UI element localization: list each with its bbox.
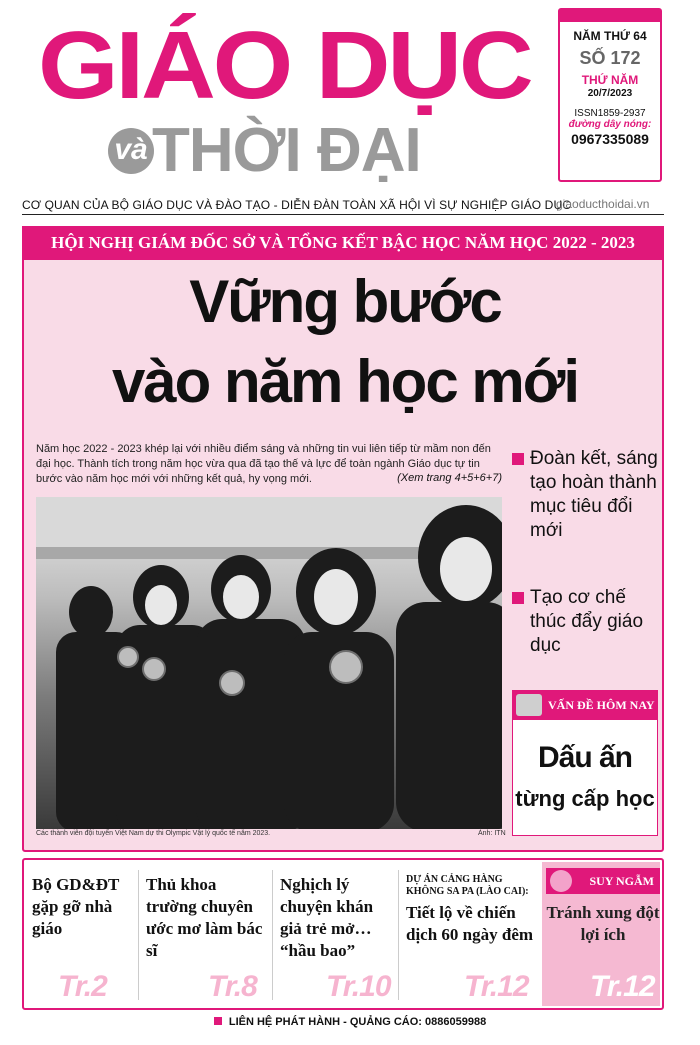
- page-reference[interactable]: (Xem trang 4+5+6+7): [397, 472, 502, 484]
- opinion-header: [546, 868, 660, 894]
- bullet-square-icon: [512, 453, 524, 465]
- opinion-page: Tr.12: [590, 970, 655, 1003]
- hotline-label: đường dây nóng:: [568, 119, 652, 131]
- feature-box-icon: [516, 694, 542, 716]
- bullet-item[interactable]: [512, 447, 658, 543]
- opinion-title: Tránh xung đột lợi ích: [546, 903, 660, 944]
- issue-date: 20/7/2023: [587, 88, 633, 100]
- masthead-subtitle: THỜI ĐẠI: [152, 116, 421, 185]
- teaser-title: Bộ GD&ĐT gặp gỡ nhà giáo: [32, 875, 120, 938]
- feature-box-subtitle: từng cấp học: [515, 786, 655, 811]
- teaser-page: Tr.2: [58, 970, 107, 1003]
- students-medals-photo: [36, 497, 502, 829]
- teaser-kicker: DỰ ÁN CẢNG HÀNG KHÔNG SA PA (LÀO CAI):: [406, 874, 529, 897]
- feature-box-title: Dấu ấn: [537, 741, 633, 774]
- teaser-item[interactable]: [32, 862, 132, 1006]
- column-divider: [138, 870, 139, 1000]
- footer-text: LIÊN HỆ PHÁT HÀNH - QUẢNG CÁO:: [228, 1016, 422, 1028]
- headline-line-1: Vững bước: [189, 268, 501, 335]
- lead-kicker: HỘI NGHỊ GIÁM ĐỐC SỞ VÀ TỔNG KẾT BẬC HỌC NĂM HỌC 2022 - 2023: [22, 226, 664, 260]
- lead-photo: [36, 497, 502, 829]
- footer-square-icon: [214, 1017, 222, 1025]
- thinking-person-icon: [550, 870, 572, 892]
- teaser-item[interactable]: [146, 862, 268, 1006]
- headline-line-2: vào năm học mới: [111, 348, 579, 415]
- issn: ISSN1859-2937: [574, 107, 646, 119]
- website-link[interactable]: giaoducthoidai.vn: [556, 197, 650, 211]
- teaser-item[interactable]: [280, 862, 390, 1006]
- column-divider: [398, 870, 399, 1000]
- photo-caption: Các thành viên đội tuyển Việt Nam dự thi Olympic Vật lý quốc tế năm 2023.: [36, 830, 271, 837]
- masthead-divider: [22, 214, 664, 215]
- masthead-va-circle: và: [108, 128, 154, 174]
- footer-phone[interactable]: 0886059988: [425, 1016, 487, 1028]
- teaser-page: Tr.10: [326, 970, 391, 1003]
- teaser-page: Tr.12: [464, 970, 529, 1003]
- masthead-title: GIÁO DỤC: [38, 12, 531, 119]
- feature-box-label: VẤN ĐỀ HÔM NAY: [548, 698, 655, 712]
- feature-box-header: [512, 690, 658, 720]
- teaser-title: Thủ khoa trường chuyên ước mơ làm bác sĩ: [146, 875, 263, 960]
- teaser-page: Tr.8: [208, 970, 257, 1003]
- issue-weekday: THỨ NĂM: [581, 73, 639, 88]
- teaser-title: Nghịch lý chuyện khán giả trẻ mở… “hầu bao”: [280, 875, 374, 960]
- teaser-title: Tiết lộ về chiến dịch 60 ngày đêm: [406, 903, 534, 944]
- bullet-text: Đoàn kết, sáng tạo hoàn thành mục tiêu đổi mới: [530, 448, 658, 541]
- lead-sapo: Năm học 2022 - 2023 khép lại với nhiều điểm sáng và những tin vui liên tiếp từ mầm non đến đại học. Thành tích trong năm học vừa qua đã tạo thế và lực để toàn ngành Giáo dục tự tin bước vào năm học mới với những kết quả, hy vọng mới.: [36, 443, 491, 485]
- hotline-number: 0967335089: [571, 130, 649, 147]
- bullet-text: Tạo cơ chế thúc đẩy giáo dục: [530, 587, 644, 656]
- photo-credit: Ảnh: ITN: [478, 830, 506, 837]
- bullet-item[interactable]: [512, 586, 658, 658]
- issue-year: NĂM THỨ 64: [573, 29, 647, 43]
- footer-contact: [0, 1016, 700, 1028]
- bullet-square-icon: [512, 592, 524, 604]
- issue-number: SỐ 172: [579, 47, 641, 68]
- issue-info-box: [558, 8, 662, 182]
- column-divider: [272, 870, 273, 1000]
- lead-headline[interactable]: [30, 262, 660, 422]
- opinion-label: SUY NGẪM: [589, 874, 654, 888]
- tagline: CƠ QUAN CỦA BỘ GIÁO DỤC VÀ ĐÀO TẠO - DIỄN ĐÀN TOÀN XÃ HỘI VÌ SỰ NGHIỆP GIÁO DỤC: [22, 198, 571, 212]
- teaser-item[interactable]: [406, 862, 536, 1006]
